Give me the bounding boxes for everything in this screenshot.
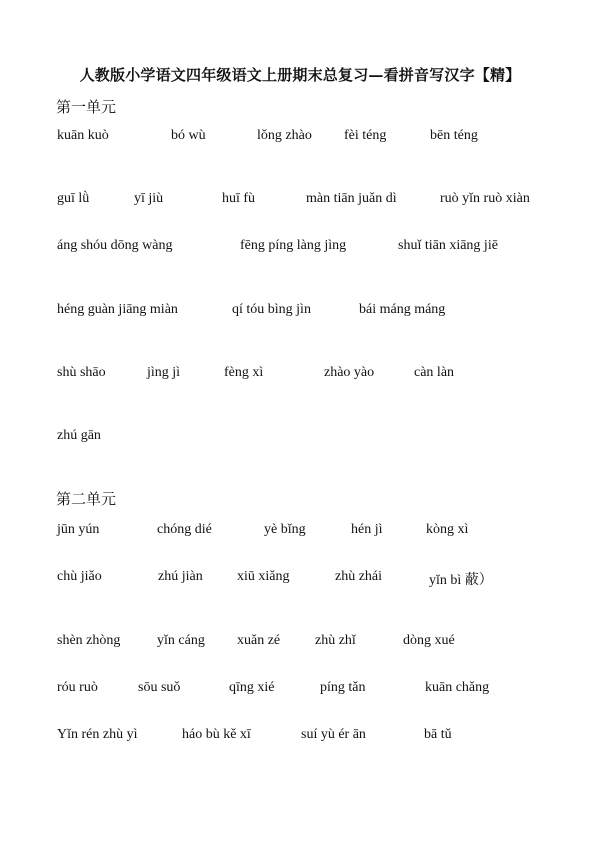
pinyin-row	[0, 727, 600, 749]
pinyin-word: xiū xiǎng	[237, 569, 290, 584]
pinyin-word: yǐn cáng	[157, 633, 205, 648]
pinyin-row	[0, 302, 600, 324]
pinyin-word: róu ruò	[57, 680, 98, 695]
pinyin-word: yī jiù	[134, 191, 164, 206]
pinyin-word: guī lǜ	[57, 191, 90, 206]
pinyin-row	[0, 428, 600, 450]
pinyin-word: héng guàn jiāng miàn	[57, 302, 178, 317]
pinyin-row	[0, 633, 600, 655]
pinyin-word: Yǐn rén zhù yì	[57, 727, 138, 742]
pinyin-word: huī fù	[222, 191, 256, 206]
pinyin-word: màn tiān juǎn dì	[306, 191, 397, 206]
unit-heading-2: 第二单元	[56, 490, 117, 508]
pinyin-word: bēn téng	[430, 128, 478, 143]
pinyin-word: chù jiǎo	[57, 569, 102, 584]
pinyin-word: lǒng zhào	[257, 128, 312, 143]
pinyin-word: shù shāo	[57, 365, 106, 380]
pinyin-word: zhú gān	[57, 428, 101, 443]
pinyin-word: shuǐ tiān xiāng jiē	[398, 238, 498, 253]
pinyin-row	[0, 191, 600, 213]
pinyin-word: yè bǐng	[264, 522, 306, 537]
pinyin-word: zhào yào	[324, 365, 375, 380]
pinyin-word: zhù zhái	[335, 569, 383, 584]
pinyin-word: càn làn	[414, 365, 455, 380]
pinyin-word: píng tǎn	[320, 680, 366, 695]
pinyin-word: zhú jiàn	[158, 569, 203, 584]
pinyin-word: hén jì	[351, 522, 383, 537]
pinyin-word: shèn zhòng	[57, 633, 121, 648]
pinyin-word: bái máng máng	[359, 302, 446, 317]
pinyin-word: bó wù	[171, 128, 206, 143]
pinyin-row	[0, 522, 600, 544]
pinyin-word: sōu suǒ	[138, 680, 181, 695]
pinyin-word: kòng xì	[426, 522, 469, 537]
pinyin-word: jìng jì	[147, 365, 181, 380]
pinyin-word: ruò yǐn ruò xiàn	[440, 191, 530, 206]
pinyin-word: kuān chǎng	[425, 680, 490, 695]
pinyin-word: suí yù ér ān	[301, 727, 366, 742]
pinyin-word: qīng xié	[229, 680, 275, 695]
pinyin-word: bā tǔ	[424, 727, 452, 742]
pinyin-word: yǐn bì 蔽）	[429, 573, 493, 588]
pinyin-row	[0, 569, 600, 591]
pinyin-word: jūn yún	[57, 522, 100, 537]
pinyin-word: dòng xué	[403, 633, 455, 648]
pinyin-word: áng shóu dōng wàng	[57, 238, 173, 253]
pinyin-word: qí tóu bìng jìn	[232, 302, 311, 317]
pinyin-word: kuān kuò	[57, 128, 109, 143]
pinyin-word: fèng xì	[224, 365, 264, 380]
pinyin-word: zhù zhǐ	[315, 633, 356, 648]
pinyin-row	[0, 680, 600, 702]
pinyin-word: chóng dié	[157, 522, 212, 537]
pinyin-word: xuǎn zé	[237, 633, 281, 648]
pinyin-word: fēng píng làng jìng	[240, 238, 347, 253]
pinyin-word: fèi téng	[344, 128, 387, 143]
pinyin-word: háo bù kě xī	[182, 727, 251, 742]
pinyin-row	[0, 365, 600, 387]
pinyin-row	[0, 128, 600, 150]
pinyin-row	[0, 238, 600, 260]
page-title: 人教版小学语文四年级语文上册期末总复习—看拼音写汉字【精】	[79, 66, 521, 84]
unit-heading-1: 第一单元	[56, 98, 117, 116]
